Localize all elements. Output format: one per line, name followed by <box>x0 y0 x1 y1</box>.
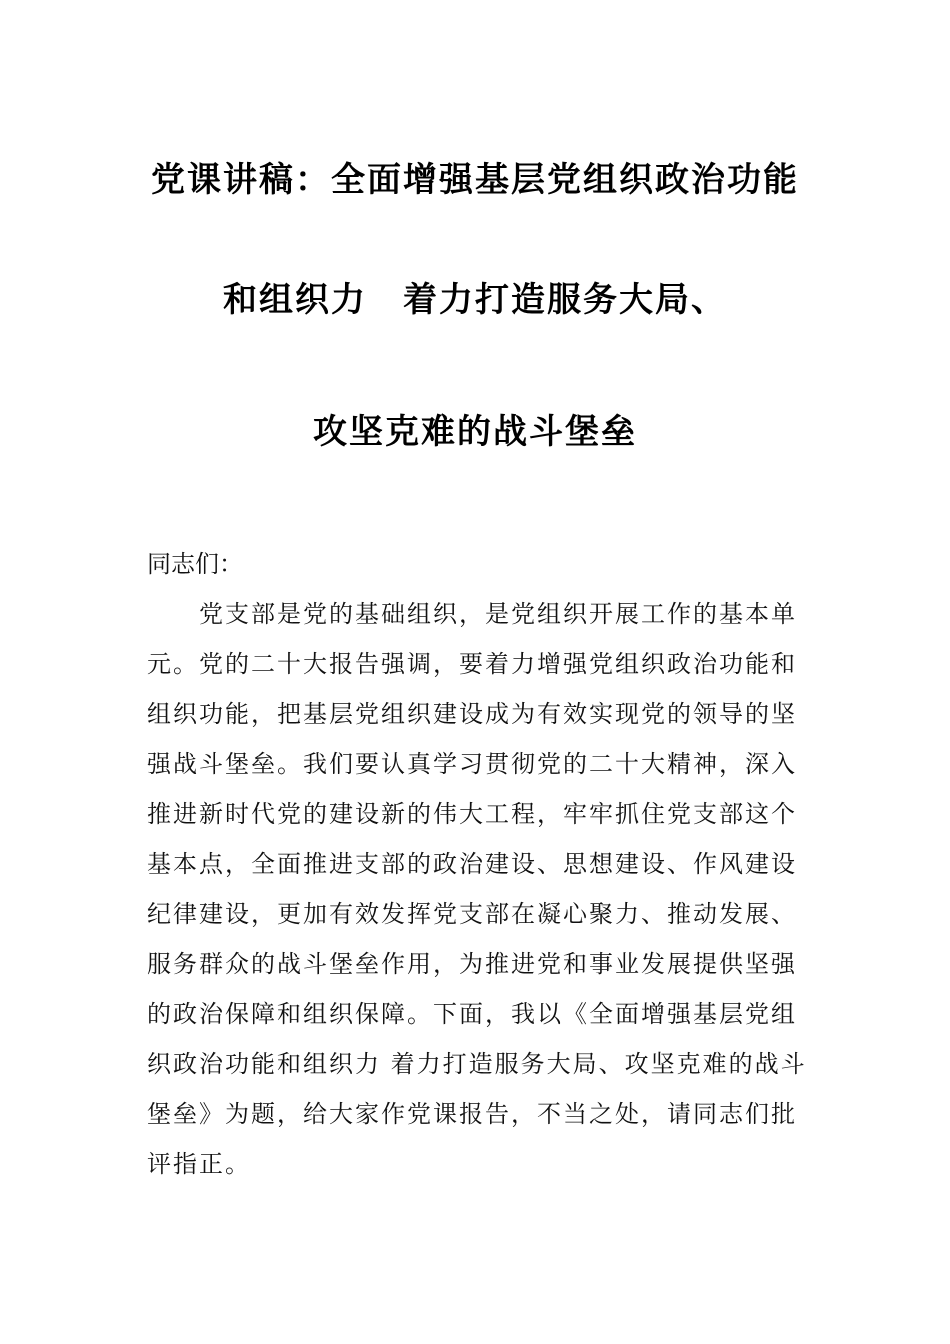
paragraph-line: 堡垒》为题，给大家作党课报告，不当之处，请同志们批 <box>147 1100 797 1128</box>
paragraph-line: 的政治保障和组织保障。下面，我以《全面增强基层党组 <box>147 1000 797 1028</box>
title-line-2: 和组织力 着力打造服务大局、 <box>223 280 727 320</box>
paragraph-line: 推进新时代党的建设新的伟大工程，牢牢抓住党支部这个 <box>147 800 797 828</box>
salutation: 同志们： <box>147 550 243 578</box>
paragraph-line: 服务群众的战斗堡垒作用，为推进党和事业发展提供坚强 <box>147 950 797 978</box>
title-line-3: 攻坚克难的战斗堡垒 <box>313 412 637 452</box>
paragraph-line: 纪律建设，更加有效发挥党支部在凝心聚力、推动发展、 <box>147 900 797 928</box>
paragraph-line: 元。党的二十大报告强调，要着力增强党组织政治功能和 <box>147 650 797 678</box>
paragraph-line: 织政治功能和组织力 着力打造服务大局、攻坚克难的战斗 <box>147 1050 807 1078</box>
paragraph-line: 基本点，全面推进支部的政治建设、思想建设、作风建设 <box>147 850 797 878</box>
paragraph-line: 强战斗堡垒。我们要认真学习贯彻党的二十大精神，深入 <box>147 750 797 778</box>
paragraph-line: 党支部是党的基础组织，是党组织开展工作的基本单 <box>147 600 797 628</box>
paragraph-line: 评指正。 <box>147 1150 251 1178</box>
paragraph-line: 组织功能，把基层党组织建设成为有效实现党的领导的坚 <box>147 700 797 728</box>
title-line-1: 党课讲稿：全面增强基层党组织政治功能 <box>151 160 799 200</box>
